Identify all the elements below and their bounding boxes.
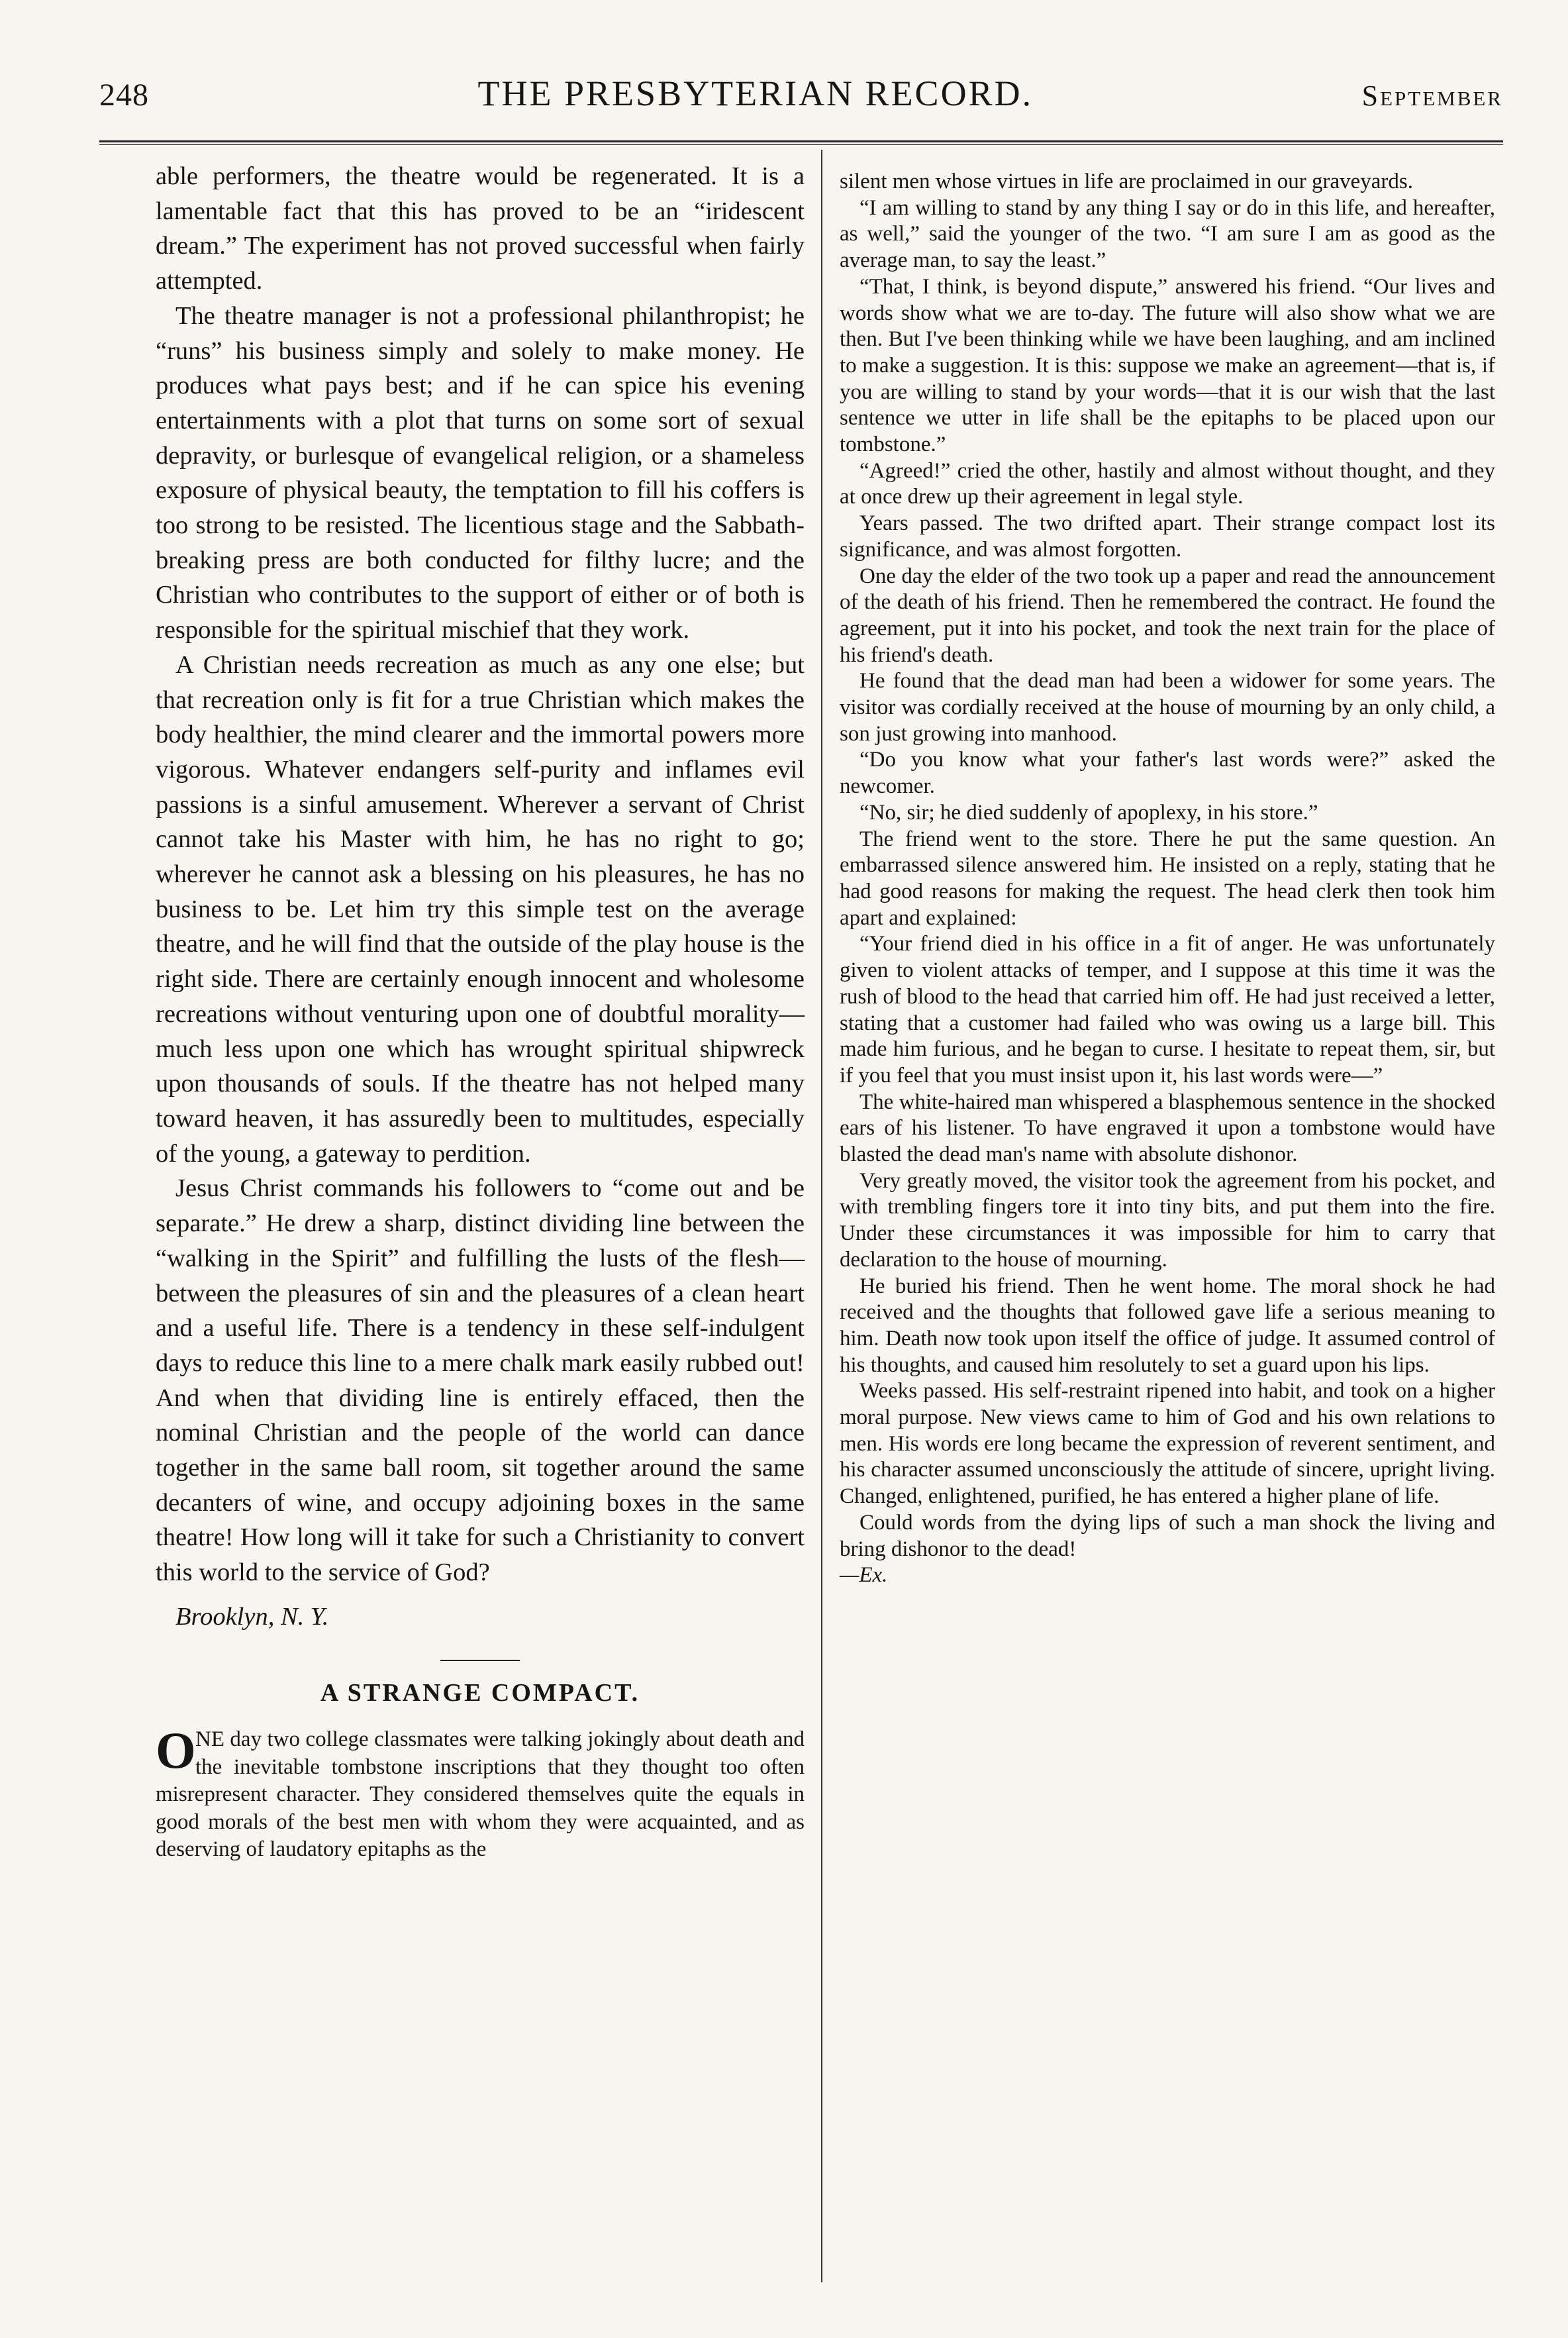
paragraph: The theatre manager is not a professional philanthropist; he “runs” his business simply and solely to make money. He produces what pays best; and if he can spice his evening entertainments with a plot that turns on some sort of sexual depravity, or burlesque of evangelical religion, or a shameless exposure of physical beauty, the temptation to fill his coffers is too strong to be resisted. The licentious stage and the Sabbath-breaking press are both conducted for filthy lucre; and the Christian who contributes to the support of either or of both is responsible for the spiritual mischief that they work. (156, 301, 805, 644)
paragraph: “Agreed!” cried the other, hastily and almost without thought, and they at once drew up their agreement in legal style. (840, 458, 1495, 509)
paragraph: The friend went to the store. There he put the same question. An embarrassed silence answered him. He insisted on a reply, stating that he had good reasons for making the request. The head clerk then took him apart and explained: (840, 827, 1495, 930)
paragraph: A Christian needs recreation as much as any one else; but that recreation only is fit for a true Christian which makes the body healthier, the mind clearer and the immortal powers more vigorous. Whatever endangers self-purity and inflames evil passions is a sinful amusement. Wherever a servant of Christ cannot take his Master with him, he has no right to go; wherever he cannot ask a blessing on his pleasures, he has no business to be. Let him try this simple test on the average theatre, and he will find that the outside of the play house is the right side. There are certainly enough innocent and wholesome recreations without venturing upon one of doubtful morality—much less upon one which has wrought spiritual shipwreck upon thousands of souls. If the theatre has not helped many toward heaven, it has assuredly been to multitudes, especially of the young, a gateway to perdition. (156, 650, 805, 1168)
column-divider (821, 150, 822, 2282)
article-opening-text: NE day two college classmates were talking jokingly about death and the inevitable tombstone inscriptions that they thought too often misrepresent character. They considered themselves quite the equals in good morals of the best men with whom they were acquainted, and as deserving of laudatory epitaphs as the (156, 1727, 805, 1862)
right-column (840, 169, 1495, 1589)
publication-title: THE PRESBYTERIAN RECORD. (477, 74, 1034, 113)
source-credit: —Ex. (840, 1563, 888, 1588)
paragraph: “That, I think, is beyond dispute,” answered his friend. “Our lives and words show what we are to-day. The future will also show what we are then. But I've been thinking while we have been laughing, and am inclined to make a suggestion. It is this: suppose we make an agreement—that is, if you are willing to stand by your words—that it is our wish that the last sentence we utter in life shall be the epitaphs to be placed upon our tombstone.” (840, 274, 1495, 457)
paragraph: He buried his friend. Then he went home. The moral shock he had received and the thoughts that followed gave life a serious meaning to him. Death now took upon itself the office of judge. It assumed control of his thoughts, and caused him resolutely to set a guard upon his lips. (840, 1274, 1495, 1377)
paragraph: The white-haired man whispered a blasphemous sentence in the shocked ears of his listener. To have engraved it upon a tombstone would have blasted the dead man's name with absolute dishonor. (840, 1090, 1495, 1167)
paragraph: He found that the dead man had been a widower for some years. The visitor was cordially received at the house of mourning by an only child, a son just growing into manhood. (840, 669, 1495, 746)
paragraph: Jesus Christ commands his followers to “come out and be separate.” He drew a sharp, distinct dividing line between the “walking in the Spirit” and fulfilling the lusts of the flesh—between the pleasures of sin and the pleasures of a clean heart and a useful life. There is a tendency in these self-indulgent days to reduce this line to a mere chalk mark easily rubbed out! And when that dividing line is entirely effaced, then the nominal Christian and the people of the world can dance together in the same ball room, sit together around the same decanters of wine, and occupy adjoining boxes in the same theatre! How long will it take for such a Christianity to convert this world to the service of God? (156, 1174, 805, 1587)
page-number: 248 (99, 77, 149, 113)
article-signature: Brooklyn, N. Y. (175, 1602, 329, 1631)
paragraph: “Your friend died in his office in a fit of anger. He was unfortunately given to violent attacks of temper, and I suppose at this time it was the rush of blood to the head that carried him off. He had just received a letter, stating that a customer had failed who was owing us a large bill. This made him furious, and he began to curse. I hesitate to repeat them, sir, but if you feel that you must insist upon it, his last words were—” (840, 932, 1495, 1088)
article-heading: A STRANGE COMPACT. (320, 1678, 640, 1707)
paragraph: One day the elder of the two took up a paper and read the announcement of the death of his friend. Then he remembered the contract. He found the agreement, put it into his pocket, and took the next train for the place of his friend's death. (840, 564, 1495, 667)
paragraph: Weeks passed. His self-restraint ripened into habit, and took on a higher moral purpose. New views came to him of God and his own relations to men. His words ere long became the expression of reverent sentiment, and his character assumed unconsciously the attitude of sincere, upright living. Changed, enlightened, purified, he has entered a higher plane of life. (840, 1379, 1495, 1509)
paragraph: able performers, the theatre would be regenerated. It is a lamentable fact that this has proved to be an “iridescent dream.” The experiment has not proved successful when fairly attempted. (156, 162, 805, 295)
paragraph: “No, sir; he died suddenly of apoplexy, in his store.” (859, 800, 1318, 825)
paragraph: Very greatly moved, the visitor took the agreement from his pocket, and with trembling fingers tore it into tiny bits, and put them into the fire. Under these circumstances it was impossible for him to carry that declaration to the house of mourning. (840, 1168, 1495, 1272)
section-divider (440, 1660, 520, 1661)
article-opening (156, 1721, 805, 1864)
paragraph: “Do you know what your father's last words were?” asked the newcomer. (840, 748, 1495, 799)
issue-month: September (1361, 79, 1503, 112)
header-rule (99, 140, 1503, 145)
drop-cap: O (156, 1721, 196, 1780)
page-header (99, 73, 1503, 126)
left-column (156, 159, 805, 1864)
paragraph: Years passed. The two drifted apart. Their strange compact lost its significance, and was almost forgotten. (840, 511, 1495, 562)
paragraph: “I am willing to stand by any thing I say or do in this life, and hereafter, as well,” said the younger of the two. “I am sure I am as good as the average man, to say the least.” (840, 195, 1495, 273)
paragraph: Could words from the dying lips of such a man shock the living and bring dishonor to the dead! (840, 1510, 1495, 1561)
paragraph: silent men whose virtues in life are proclaimed in our graveyards. (840, 170, 1413, 193)
